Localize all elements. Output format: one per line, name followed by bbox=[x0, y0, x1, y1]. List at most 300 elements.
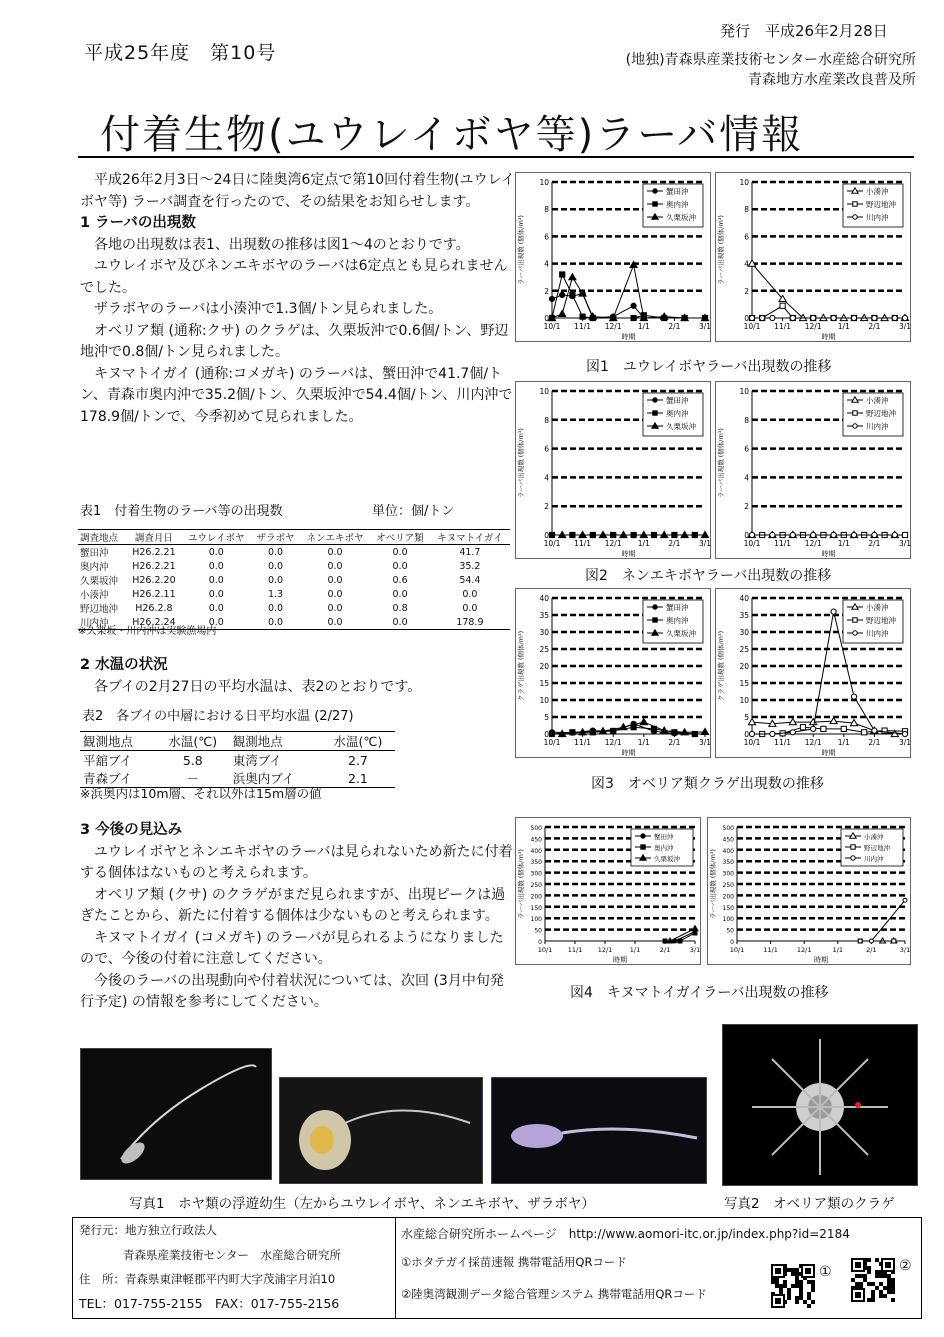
legend-label: 野辺地沖 bbox=[866, 409, 896, 418]
qr-module bbox=[779, 1284, 783, 1288]
photo1-caption: 写真1 ホヤ類の浮遊幼生（左からユウレイボヤ、ネンエキボヤ、ザラボヤ） bbox=[129, 1196, 595, 1212]
x-tick-label: 12/1 bbox=[604, 738, 622, 747]
y-tick-label: 2 bbox=[744, 502, 749, 512]
qr-module bbox=[883, 1286, 887, 1290]
table1-cell: H26.2.11 bbox=[132, 588, 176, 600]
y-axis-label: ラーバ出現数 (個体/m³) bbox=[709, 849, 717, 919]
table1-cell: 0.0 bbox=[208, 602, 224, 614]
photo-obelia-medusa bbox=[722, 1024, 918, 1186]
section-3 bbox=[80, 820, 514, 1014]
data-point bbox=[641, 845, 645, 849]
data-point bbox=[770, 532, 775, 537]
qr-module bbox=[887, 1282, 891, 1286]
x-tick-label: 11/1 bbox=[574, 738, 592, 747]
x-axis-label: 時期 bbox=[821, 550, 836, 558]
table1 bbox=[78, 529, 510, 630]
y-tick-label: 4 bbox=[744, 259, 749, 269]
chart-fig3-right bbox=[715, 588, 911, 758]
fig2-caption: 図2 ネンエキボヤラーバ出現数の推移 bbox=[585, 568, 832, 584]
table2-cell: 浜奥内ブイ bbox=[230, 769, 321, 788]
y-tick-label: 300 bbox=[722, 870, 734, 878]
qr-module bbox=[787, 1296, 791, 1300]
table2-cell: 2.1 bbox=[321, 769, 395, 788]
x-tick-label: 12/1 bbox=[604, 539, 622, 548]
y-tick-label: 4 bbox=[744, 473, 749, 483]
table2-row bbox=[80, 751, 395, 770]
table1-cell: 41.7 bbox=[459, 546, 481, 558]
y-tick-label: 10 bbox=[739, 387, 749, 396]
qr-module bbox=[811, 1288, 815, 1292]
data-point bbox=[853, 631, 857, 635]
footer-tel-fax: TEL：017-755-2155 FAX：017-755-2156 bbox=[79, 1296, 340, 1311]
qr-module bbox=[787, 1292, 791, 1296]
y-tick-label: 6 bbox=[744, 444, 749, 454]
table2-header-cell: 水温(℃) bbox=[156, 732, 230, 751]
x-axis-label: 時期 bbox=[621, 749, 636, 757]
data-point bbox=[851, 694, 856, 699]
y-tick-label: 500 bbox=[530, 825, 542, 832]
x-tick-label: 3/1 bbox=[898, 539, 911, 548]
x-tick-label: 10/1 bbox=[543, 539, 561, 548]
data-point bbox=[693, 931, 697, 935]
data-point bbox=[549, 532, 554, 537]
footer-address: 住 所：青森県東津軽郡平内町大字茂浦字月泊10 bbox=[79, 1272, 336, 1286]
qr-module bbox=[787, 1268, 791, 1272]
table2-note: ※浜奥内は10m層、それ以外は15m層の値 bbox=[80, 786, 322, 801]
table1-header-cell: 調査地点 bbox=[78, 530, 127, 545]
table1-cell: H26.2.21 bbox=[132, 546, 176, 558]
y-tick-label: 400 bbox=[722, 847, 734, 855]
legend-label: 久栗坂沖 bbox=[654, 855, 680, 863]
x-tick-label: 3/1 bbox=[689, 946, 701, 954]
table1-cell: 奥内沖 bbox=[80, 562, 109, 573]
legend-label: 小湊沖 bbox=[866, 396, 889, 405]
y-tick-label: 8 bbox=[744, 205, 749, 215]
table1-cell: 54.4 bbox=[459, 574, 481, 586]
data-point bbox=[631, 315, 636, 320]
x-tick-label: 11/1 bbox=[574, 539, 592, 548]
data-point bbox=[653, 398, 657, 402]
qr-module bbox=[803, 1300, 807, 1304]
qr-module bbox=[783, 1284, 787, 1288]
chart-fig1-left bbox=[515, 172, 711, 342]
footer-qr2-label: ②陸奥湾観測データ総合管理システム 携帯電話用QRコード bbox=[401, 1287, 707, 1301]
table1-cell: 0.0 bbox=[392, 546, 408, 558]
organization-line1: (地独)青森県産業技術センター水産総合研究所 bbox=[625, 52, 916, 68]
y-tick-label: 200 bbox=[722, 893, 734, 901]
table1-cell: 0.0 bbox=[267, 546, 284, 558]
y-tick-label: 8 bbox=[744, 415, 749, 425]
table1-cell: 0.0 bbox=[327, 560, 343, 572]
y-tick-label: 4 bbox=[544, 473, 549, 483]
data-point bbox=[560, 272, 565, 277]
qr-module bbox=[855, 1274, 859, 1278]
qr-module bbox=[799, 1292, 803, 1296]
table2-header-cell: 観測地点 bbox=[80, 732, 156, 751]
data-point bbox=[902, 731, 907, 736]
y-tick-label: 0 bbox=[744, 314, 749, 323]
qr-module bbox=[791, 1284, 795, 1288]
qr-finder bbox=[775, 1298, 781, 1304]
qr-module bbox=[887, 1286, 891, 1290]
y-tick-label: 50 bbox=[534, 927, 542, 935]
section-1-p3: ザラボヤのラーバは小湊沖で1.3個/トン見られました。 bbox=[94, 301, 443, 317]
qr-module bbox=[775, 1284, 779, 1288]
table1-note: ※久栗坂・川内沖は実験漁場内 bbox=[78, 626, 217, 637]
data-point bbox=[780, 303, 785, 308]
photo-ascidian-larva-3 bbox=[491, 1077, 707, 1184]
y-tick-label: 6 bbox=[744, 232, 749, 242]
section-2 bbox=[80, 655, 520, 698]
x-tick-label: 1/1 bbox=[637, 322, 650, 331]
x-tick-label: 1/1 bbox=[832, 946, 844, 954]
data-point bbox=[831, 532, 836, 537]
qr-module bbox=[795, 1276, 799, 1280]
qr-module bbox=[859, 1274, 863, 1278]
section-2-p1: 各ブイの2月27日の平均水温は、表2のとおりです。 bbox=[94, 678, 422, 695]
table1-cell: H26.2.20 bbox=[132, 574, 176, 586]
y-axis-label: ラーバ出現数 (個体/m³) bbox=[517, 849, 525, 919]
y-tick-label: 450 bbox=[530, 836, 542, 844]
y-tick-label: 350 bbox=[530, 859, 542, 867]
table2-header-cell: 観測地点 bbox=[230, 732, 321, 751]
table1-cell: 小湊沖 bbox=[80, 590, 109, 601]
y-tick-label: 0 bbox=[538, 939, 542, 946]
y-tick-label: 100 bbox=[530, 916, 542, 924]
y-tick-label: 450 bbox=[722, 836, 734, 844]
qr-module bbox=[875, 1270, 879, 1274]
table1-cell: 35.2 bbox=[459, 560, 481, 572]
data-point bbox=[653, 189, 657, 193]
data-point bbox=[902, 532, 907, 537]
legend-label: 蟹田沖 bbox=[666, 396, 689, 405]
section-3-p1: ユウレイボヤとネンエキボヤのラーバは見られないため新たに付着する個体はないものと考えられます。 bbox=[80, 843, 513, 881]
data-point bbox=[663, 939, 667, 943]
chart-fig4-left bbox=[515, 817, 701, 965]
table1-cell: 0.0 bbox=[300, 615, 371, 630]
y-tick-label: 10 bbox=[539, 696, 549, 705]
table1-header-cell: キヌマトイガイ bbox=[430, 530, 510, 545]
qr-module bbox=[859, 1282, 863, 1286]
table1-header-cell: ザラボヤ bbox=[251, 530, 300, 545]
section-1-p2: ユウレイボヤ及びネンエキボヤのラーバは6定点とも見られませんでした。 bbox=[80, 258, 508, 296]
table1-cell: 0.0 bbox=[462, 602, 478, 614]
photo-ascidian-larva-1 bbox=[80, 1048, 272, 1180]
qr-module bbox=[891, 1278, 895, 1282]
x-tick-label: 2/1 bbox=[659, 946, 671, 954]
qr-code-2-icon[interactable] bbox=[851, 1258, 895, 1302]
y-tick-label: 20 bbox=[539, 662, 549, 671]
footer-qr1-label: ①ホタテガイ採苗速報 携帯電話用QRコード bbox=[401, 1255, 627, 1269]
data-point bbox=[892, 939, 896, 943]
x-tick-label: 3/1 bbox=[698, 738, 711, 747]
qr-module bbox=[863, 1278, 867, 1282]
legend-label: 川内沖 bbox=[864, 855, 884, 863]
x-tick-label: 12/1 bbox=[796, 946, 812, 954]
table1-cell: 0.0 bbox=[327, 602, 343, 614]
qr-module bbox=[795, 1300, 799, 1304]
y-axis-label: ラーバ出現数 (個体/m³) bbox=[517, 215, 525, 285]
section-3-p2: オベリア類 (クサ) のクラゲがまだ見られますが、出現ピークは過ぎたことから、新たに付着する個体は少ないものと考えられます。 bbox=[80, 886, 506, 924]
table1-cell: 0.0 bbox=[208, 574, 224, 586]
data-point bbox=[851, 845, 855, 849]
y-tick-label: 400 bbox=[530, 847, 542, 855]
legend-label: 蟹田沖 bbox=[666, 603, 689, 612]
qr-module bbox=[867, 1258, 871, 1262]
y-tick-label: 40 bbox=[739, 594, 749, 603]
data-point bbox=[770, 315, 775, 320]
table1-cell: 久栗坂沖 bbox=[80, 576, 119, 587]
data-point bbox=[821, 726, 826, 731]
data-point bbox=[811, 532, 816, 537]
section-3-p3: キヌマトイガイ (コメガキ) のラーバが見られるようになりましたので、今後の付着に注意してください。 bbox=[80, 929, 504, 967]
table2-cell: － bbox=[156, 769, 230, 788]
y-tick-label: 0 bbox=[744, 730, 749, 739]
table1-cell: 0.0 bbox=[208, 588, 224, 600]
qr-module bbox=[807, 1304, 811, 1308]
data-point bbox=[790, 730, 795, 735]
qr-module bbox=[787, 1288, 791, 1292]
y-tick-label: 500 bbox=[722, 825, 734, 832]
legend-label: 小湊沖 bbox=[864, 833, 884, 841]
table1-row bbox=[78, 587, 510, 601]
table2 bbox=[80, 731, 395, 788]
section-1-heading: 1 ラーバの出現数 bbox=[80, 215, 196, 231]
y-tick-label: 10 bbox=[739, 178, 749, 187]
qr-module bbox=[811, 1280, 815, 1284]
data-point bbox=[853, 202, 857, 206]
y-axis-label: ラーバ出現数 (個体/m³) bbox=[717, 428, 725, 498]
footer-publisher-name: 青森県産業技術センター 水産総合研究所 bbox=[123, 1248, 342, 1262]
y-tick-label: 10 bbox=[539, 178, 549, 187]
legend-label: 久栗坂沖 bbox=[666, 422, 696, 431]
x-tick-label: 10/1 bbox=[543, 322, 561, 331]
x-axis-label: 時期 bbox=[621, 333, 636, 341]
x-axis-label: 時期 bbox=[613, 956, 627, 964]
data-point bbox=[872, 728, 877, 733]
data-point bbox=[811, 726, 816, 731]
data-point bbox=[851, 315, 856, 320]
y-tick-label: 100 bbox=[722, 916, 734, 924]
y-tick-label: 8 bbox=[544, 415, 549, 425]
qr-module bbox=[883, 1274, 887, 1278]
intro-paragraph: 平成26年2月3日～24日に陸奥湾6定点で第10回付着生物(ユウレイボヤ等) ラーバ調査を行ったので、その結果をお知らせします。 bbox=[80, 172, 515, 210]
y-tick-label: 10 bbox=[739, 696, 749, 705]
y-tick-label: 30 bbox=[739, 628, 749, 637]
y-tick-label: 50 bbox=[726, 927, 734, 935]
data-point bbox=[790, 315, 795, 320]
qr-module bbox=[879, 1294, 883, 1298]
qr-code-1-icon[interactable] bbox=[771, 1264, 815, 1308]
data-point bbox=[580, 314, 585, 319]
table2-cell: 平舘ブイ bbox=[83, 753, 132, 768]
table1-cell: 0.8 bbox=[392, 602, 408, 614]
chart-fig2-left bbox=[515, 381, 711, 559]
table1-cell: 1.3 bbox=[267, 588, 284, 600]
table2-cell: 青森ブイ bbox=[80, 769, 156, 788]
section-3-p4: 今後のラーバの出現動向や付着状況については、次回 (3月中旬発行予定) の情報を参考にしてください。 bbox=[80, 972, 504, 1010]
data-point bbox=[851, 856, 855, 860]
footer-homepage[interactable]: 水産総合研究所ホームページ http://www.aomori-itc.or.jp/index.php?id=2184 bbox=[401, 1227, 850, 1241]
section-1 bbox=[80, 170, 520, 428]
qr-module bbox=[875, 1258, 879, 1262]
x-tick-label: 11/1 bbox=[774, 322, 792, 331]
data-point bbox=[749, 532, 754, 537]
data-point bbox=[903, 898, 907, 902]
x-tick-label: 2/1 bbox=[668, 738, 681, 747]
table1-row bbox=[78, 601, 510, 615]
y-axis-label: ラーバ出現数 (個体/m³) bbox=[717, 215, 725, 285]
y-tick-label: 30 bbox=[539, 628, 549, 637]
legend-label: 野辺地沖 bbox=[864, 844, 890, 852]
x-tick-label: 1/1 bbox=[637, 738, 650, 747]
x-tick-label: 12/1 bbox=[804, 738, 822, 747]
y-tick-label: 150 bbox=[722, 904, 734, 912]
data-point bbox=[831, 315, 836, 320]
x-tick-label: 3/1 bbox=[898, 322, 911, 331]
table1-cell: 0.0 bbox=[251, 615, 300, 630]
data-point bbox=[841, 726, 846, 731]
page-title: 付着生物(ユウレイボヤ等)ラーバ情報 bbox=[100, 112, 804, 158]
data-point bbox=[653, 411, 657, 415]
data-point bbox=[570, 730, 575, 735]
data-point bbox=[570, 292, 575, 297]
x-tick-label: 1/1 bbox=[629, 946, 641, 954]
table1-cell: 0.6 bbox=[392, 574, 408, 586]
qr-module bbox=[811, 1300, 815, 1304]
qr-module bbox=[871, 1294, 875, 1298]
y-tick-label: 150 bbox=[530, 904, 542, 912]
data-point bbox=[631, 303, 636, 308]
x-axis-label: 時期 bbox=[814, 956, 828, 964]
y-axis-label: ラーバ出現数 (個体/m³) bbox=[517, 428, 525, 498]
y-axis-label: クラゲ出現数 (個体/m³) bbox=[717, 630, 725, 702]
qr-module bbox=[799, 1288, 803, 1292]
x-tick-label: 2/1 bbox=[868, 539, 881, 548]
qr-module bbox=[863, 1274, 867, 1278]
x-tick-label: 2/1 bbox=[868, 738, 881, 747]
data-point bbox=[653, 618, 657, 622]
data-point bbox=[770, 731, 775, 736]
table2-caption: 表2 各ブイの中層における日平均水温 (2/27) bbox=[82, 709, 354, 724]
table1-header-cell: オベリア類 bbox=[370, 530, 430, 545]
chart-fig4-right bbox=[707, 817, 911, 965]
table1-cell: H26.2.24 bbox=[127, 615, 182, 630]
x-tick-label: 3/1 bbox=[698, 322, 711, 331]
section-1-p5: キヌマトイガイ (通称:コメガキ) のラーバは、蟹田沖で41.7個/トン、青森市奥内沖で35.2個/トン、久栗坂沖で54.4個/トン、川内沖で178.9個/トンで、今季初めて見られました。 bbox=[80, 365, 513, 425]
x-tick-label: 12/1 bbox=[804, 322, 822, 331]
table2-cell: 2.7 bbox=[348, 752, 368, 768]
table1-cell: 蟹田沖 bbox=[80, 548, 109, 559]
x-tick-label: 1/1 bbox=[637, 539, 650, 548]
qr-module bbox=[807, 1292, 811, 1296]
table1-cell: H26.2.21 bbox=[132, 560, 176, 572]
legend-label: 川内沖 bbox=[866, 629, 889, 638]
y-tick-label: 6 bbox=[544, 232, 549, 242]
x-tick-label: 2/1 bbox=[866, 946, 877, 954]
x-tick-label: 11/1 bbox=[763, 946, 778, 954]
x-tick-label: 11/1 bbox=[567, 946, 583, 954]
data-point bbox=[853, 411, 857, 415]
y-tick-label: 350 bbox=[722, 859, 734, 867]
data-point bbox=[851, 532, 856, 537]
y-tick-label: 15 bbox=[539, 679, 549, 688]
table1-cell: 0.0 bbox=[267, 560, 284, 572]
qr-module bbox=[887, 1290, 891, 1294]
table1-header-cell: ネンエキボヤ bbox=[300, 530, 371, 545]
qr-module bbox=[879, 1274, 883, 1278]
qr-module bbox=[779, 1288, 783, 1292]
legend-label: 奥内沖 bbox=[666, 409, 689, 418]
y-tick-label: 4 bbox=[544, 259, 549, 269]
qr-module bbox=[807, 1296, 811, 1300]
table1-cell: 0.0 bbox=[267, 574, 284, 586]
section-1-p4: オベリア類 (通称:クサ) のクラゲは、久栗坂沖で0.6個/トン、野辺地沖で0.8個/トン見られました。 bbox=[80, 322, 509, 360]
table1-caption: 表1 付着生物のラーバ等の出現数 bbox=[80, 504, 283, 519]
qr-module bbox=[783, 1280, 787, 1284]
y-tick-label: 25 bbox=[739, 645, 749, 654]
data-point bbox=[811, 315, 816, 320]
table1-cell: 178.9 bbox=[430, 615, 510, 630]
qr-finder bbox=[775, 1268, 781, 1274]
qr-module bbox=[799, 1284, 803, 1288]
y-tick-label: 250 bbox=[722, 882, 734, 889]
x-tick-label: 10/1 bbox=[543, 738, 561, 747]
y-tick-label: 40 bbox=[539, 594, 549, 603]
y-tick-label: 20 bbox=[739, 662, 749, 671]
x-tick-label: 12/1 bbox=[604, 322, 622, 331]
data-point bbox=[790, 532, 795, 537]
qr-module bbox=[875, 1286, 879, 1290]
x-tick-label: 11/1 bbox=[574, 322, 592, 331]
qr-finder bbox=[855, 1292, 861, 1298]
table1-row bbox=[78, 573, 510, 587]
photo2-caption: 写真2 オベリア類のクラゲ bbox=[724, 1196, 895, 1212]
data-point bbox=[869, 939, 873, 943]
qr-module bbox=[795, 1280, 799, 1284]
x-tick-label: 10/1 bbox=[743, 322, 761, 331]
chart-fig1-right bbox=[715, 172, 911, 342]
legend-label: 野辺地沖 bbox=[866, 616, 896, 625]
issue-number: 平成25年度 第10号 bbox=[84, 42, 277, 64]
data-point bbox=[653, 202, 657, 206]
table1-cell: 0.0 bbox=[208, 546, 224, 558]
x-tick-label: 10/1 bbox=[743, 738, 761, 747]
organization bbox=[626, 50, 916, 90]
y-tick-label: 5 bbox=[744, 713, 749, 722]
fig3-caption: 図3 オベリア類クラゲ出現数の推移 bbox=[591, 776, 824, 792]
qr-module bbox=[891, 1282, 895, 1286]
section-1-p1: 各地の出現数は表1、出現数の推移は図1～4のとおりです。 bbox=[94, 236, 470, 253]
legend-label: 小湊沖 bbox=[866, 603, 889, 612]
x-tick-label: 10/1 bbox=[743, 539, 761, 548]
qr-finder bbox=[885, 1262, 891, 1268]
x-tick-label: 1/1 bbox=[837, 539, 850, 548]
qr-module bbox=[891, 1298, 895, 1302]
table1-cell: 0.0 bbox=[370, 615, 430, 630]
data-point bbox=[678, 939, 682, 943]
y-axis-label: クラゲ出現数 (個体/m³) bbox=[517, 630, 525, 702]
x-tick-label: 2/1 bbox=[868, 322, 881, 331]
table1-unit: 単位：個/トン bbox=[372, 504, 455, 519]
qr-module bbox=[771, 1280, 775, 1284]
table1-cell: 0.0 bbox=[181, 615, 251, 630]
legend-label: 蟹田沖 bbox=[666, 187, 689, 196]
table2-cell: 東湾ブイ bbox=[232, 753, 282, 768]
y-tick-label: 2 bbox=[544, 286, 549, 296]
qr-module bbox=[887, 1278, 891, 1282]
table1-row bbox=[78, 545, 510, 560]
